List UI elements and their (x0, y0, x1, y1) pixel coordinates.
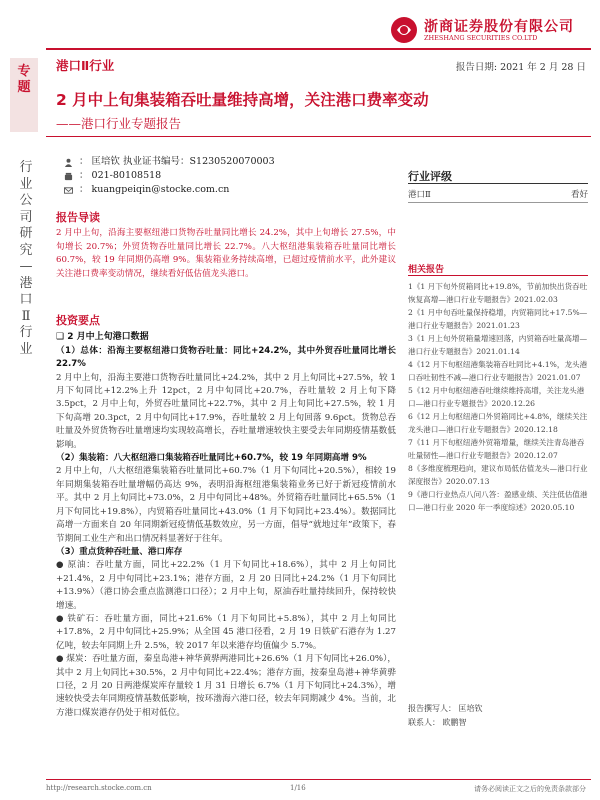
related-report-item[interactable]: 8《多维度梳理趋向，建议布局低估值龙头—港口行业深度报告》2020.07.13 (408, 464, 588, 486)
related-report-item[interactable]: 3《1 月上旬外贸箱量增速回落，内贸箱吞吐量高增—港口行业专题报告》2021.01.14 (408, 334, 588, 356)
phone-icon (64, 172, 73, 181)
related-report-item[interactable]: 4《12 月下旬枢纽港集装箱吞吐同比+4.1%，龙头港口吞吐韧性不减—港口行业专题报告》2021.01.07 (408, 360, 588, 382)
guide-text: 2 月中上旬，沿海主要枢纽港口货物吞吐量同比增长 24.2%，其中上旬增长 27.5%，中旬增长 20.7%；外贸货物吞吐量同比增长 22.7%。八大枢纽港集装箱吞吐量同比增长 60.7%，较 19 年同期仍高增 9%。集装箱业务持续高增，已超过疫情前水平，此外建议关注港口费率变动情况，继续看好低估值龙头港口。 (56, 228, 396, 279)
related-report-item[interactable]: 1《1 月下旬外贸箱同比+19.8%，节前加快出货吞吐恢复高增—港口行业专题报告》2021.02.03 (408, 282, 588, 304)
author-name-cert: ： 匡培钦 执业证书编号：S1230520070003 (79, 156, 275, 167)
rating-bottom-divider (408, 202, 588, 203)
related-reports-title: 相关报告 (408, 265, 445, 275)
report-title: 2 月中上旬集装箱吞吐量维持高增，关注港口费率变动 (56, 91, 429, 109)
points-item-1-label: 2 月中上旬港口数据 (67, 332, 149, 343)
side-tag (10, 58, 38, 132)
logo-english-name: ZHESHANG SECURITIES CO.LTD (424, 34, 538, 42)
vertical-category-label: 行业公司研究—港口Ⅱ行业 (19, 160, 33, 357)
company-logo (390, 12, 590, 46)
related-reports-list (408, 280, 588, 514)
analyst-writer: 报告撰写人： 匡培钦 (408, 704, 483, 713)
p1-text: 2 月中上旬，沿海主要港口货物吞吐量同比+24.2%，其中 2 月上旬同比+27.5%，较 1 月下旬同比+12.2%上升 12pct，2 月中旬同比+20.7%，吞吐量较 2 月上旬下降 3.5pct，2 月中上旬，外贸吞吐量同比+22.7%，其中 2 月上旬同比+27.5%，较 1 月下旬高增 20.3pct，2 月中旬同比+17.9%，吞吐量较 2 月上旬回落 9.6pct。货物总吞吐量及外贸货物吞吐量增速均实现较高增长，吞吐量增速较快主要受去年同期疫情基数低影响。 (56, 372, 396, 450)
logo-mark-icon (390, 16, 418, 44)
analyst-contact: 联系人： 欧鹏智 (408, 718, 467, 727)
rating-sector: 港口Ⅱ (408, 190, 431, 200)
author-phone: ： 021-80108518 (79, 170, 162, 181)
report-guide-section (56, 211, 396, 281)
email-icon (64, 186, 73, 195)
logo-chinese-name: 浙商证券股份有限公司 (424, 19, 574, 35)
person-icon (64, 158, 73, 167)
square-bullet-icon: ❑ (56, 332, 68, 343)
side-tag-label: 专题 (17, 64, 31, 95)
points-heading: 投资要点 (56, 314, 100, 327)
rating-row (408, 188, 588, 200)
rating-value: 看好 (570, 190, 588, 200)
guide-heading: 报告导读 (56, 211, 100, 224)
p3-iron-ore: ● 铁矿石：吞吐量方面，同比+21.6%（1 月下旬同比+5.8%），其中 2 月上旬同比+17.8%，2 月中旬同比+25.9%；从全国 45 港口径看，2 月 19 日铁矿石港存为 1.27 亿吨，较去年同期上升 2.5%，较 2017 年以来港存均值偏少 5.7%。 (56, 613, 396, 651)
footer-url[interactable]: http://research.stocke.com.cn (46, 784, 152, 792)
related-report-item[interactable]: 7《11 月下旬枢纽港外贸箱增量，继续关注青岛港吞吐量韧性—港口行业专题报告》2020.12.07 (408, 438, 585, 460)
page-number: 1/16 (290, 784, 306, 792)
rating-divider (408, 183, 588, 184)
investment-points-section (56, 314, 396, 720)
related-report-item[interactable]: 5《12 月中旬枢纽港吞吐继续维持高增，关注龙头港口—港口行业专题报告》2020.12.26 (408, 386, 585, 408)
sector-label: 港口Ⅱ行业 (56, 58, 115, 73)
p3-lead: （3）重点货种吞吐量、港口库存 (56, 546, 183, 557)
author-info (64, 155, 275, 197)
report-subtitle: ——港口行业专题报告 (56, 116, 182, 131)
footer-disclaimer: 请务必阅读正文之后的免责条款部分 (474, 785, 586, 793)
header-divider (46, 48, 591, 50)
p2-lead: （2）集装箱：八大枢纽港口集装箱吞吐量同比+60.7%，较 19 年同期高增 9% (56, 453, 367, 464)
related-report-item[interactable]: 6《12 月上旬枢纽港口外贸箱同比+4.8%，继续关注龙头港口—港口行业专题报告》2020.12.18 (408, 412, 588, 434)
p1-lead: （1）总体：沿海主要枢纽港口货物吞吐量：同比+24.2%，其中外贸吞吐量同比增长 22.7% (56, 345, 396, 370)
p3-coal: ● 煤炭：吞吐量方面，秦皇岛港+神华黄骅两港同比+26.6%（1 月下旬同比+26.0%），其中 2 月上旬同比+30.5%，2 月中旬同比+22.4%；港存方面，按秦皇岛港+神华黄骅口径，2 月 20 日两港煤炭库存量较 1 月 31 日增长 6.7%（1 月下旬同比+24.3%），增速较快受去年同期疫情基数低影响，按环渤海六港口径，较去年同期减少 4%。当前，北方港口煤炭港存仍处于相对低位。 (56, 654, 396, 718)
p2-text: 2 月中上旬，八大枢纽港集装箱吞吐量同比+60.7%（1 月下旬同比+20.5%），相较 19 年同期集装箱吞吐量增幅仍高达 9%，表明沿海枢纽港集装箱业务已好于新冠疫情前水平。其中 2 月上旬同比+73.0%，2 月中旬同比+48%。外贸箱吞吐量同比+65.5%（1 月下旬同比+19.8%），内贸箱吞吐量同比+43.0%（1 月下旬同比+23.4%）。数据同比高增一方面来自 20 年同期新冠疫情低基数效应，另一方面，倡导“就地过年”政策下，春节期间工业生产和出口情况料显著好于往年。 (56, 466, 396, 544)
report-date: 报告日期: 2021 年 2 月 28 日 (455, 62, 586, 73)
p3-crude-oil: ● 原油：吞吐量方面，同比+22.2%（1 月下旬同比+18.6%），其中 2 月上旬同比+21.4%，2 月中旬同比+23.1%；港存方面，2 月 20 日同比+24.2%（1 月下旬同比+13.9%）（港口协会重点监测港口口径）；2 月中上旬，原油吞吐量持续回升，保持较快增速。 (56, 560, 396, 611)
title-divider (46, 136, 591, 137)
rating-title: 行业评级 (408, 170, 452, 183)
points-item-1 (56, 331, 396, 344)
footer-divider (46, 779, 591, 780)
related-divider (408, 275, 588, 276)
related-report-item[interactable]: 2《1 月中旬吞吐量保持稳增，内贸箱同比+17.5%—港口行业专题报告》2021.01.23 (408, 308, 588, 330)
author-email: ： kuangpeiqin@stocke.com.cn (79, 184, 230, 195)
related-report-item[interactable]: 9《港口行业热点八问八答：盈感业绩、关注低估值港口—港口行业 2020 年一季度综述》2020.05.10 (408, 490, 588, 512)
analyst-info (408, 702, 588, 730)
